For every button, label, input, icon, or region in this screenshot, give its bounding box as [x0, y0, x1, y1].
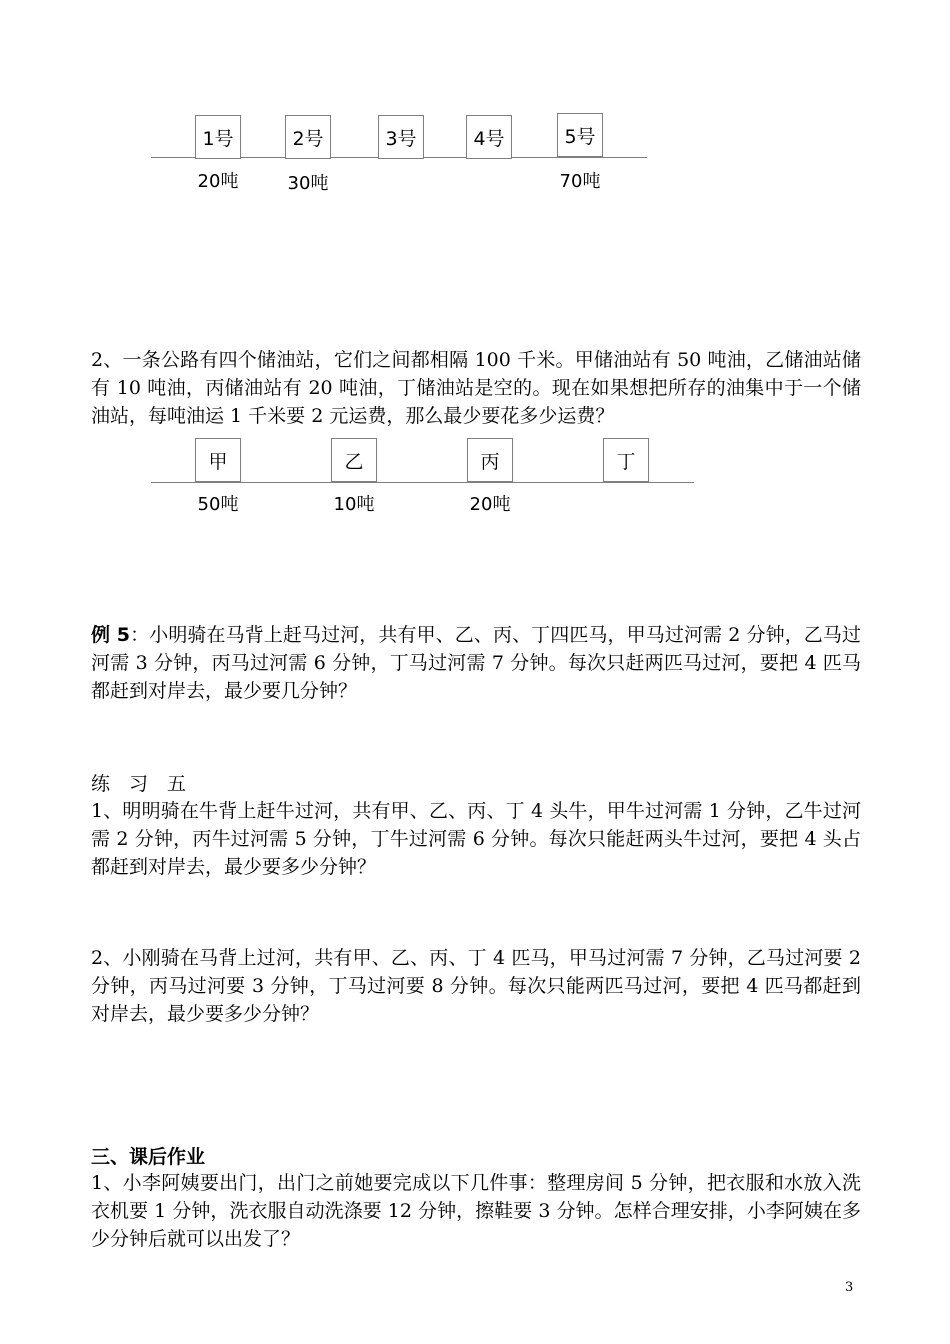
practice-5-title: 练 习 五	[91, 773, 187, 795]
example-5	[91, 621, 861, 705]
station-box-bing: 丙	[467, 438, 513, 482]
question-2-text: 2、一条公路有四个储油站，它们之间都相隔 100 千米。甲储油站有 50 吨油，乙储油站储有 10 吨油，丙储油站有 20 吨油，丁储油站是空的。现在如果想把所存的油集中于一个储油站，每吨油运 1 千米要 2 元运费，那么最少要花多少运费？	[91, 349, 861, 427]
tonnage-label-yi: 10吨	[333, 494, 375, 515]
example-5-label: 例 5	[91, 624, 131, 646]
road-line	[151, 482, 694, 483]
station-box-3: 3号	[378, 115, 424, 159]
tonnage-label-1: 20吨	[197, 171, 239, 192]
practice-5-question-2: 2、小刚骑在马背上过河，共有甲、乙、丙、丁 4 匹马，甲马过河需 7 分钟，乙马过河要 2 分钟，丙马过河要 3 分钟，丁马过河要 8 分钟。每次只能两匹马过河，要把 4 匹马都赶到对岸去，最少要多少分钟？	[91, 947, 861, 1025]
tonnage-label-2: 30吨	[287, 173, 329, 194]
station-box-1: 1号	[195, 115, 241, 159]
tonnage-label-jia: 50吨	[197, 494, 239, 515]
practice-5-question-1: 1、明明骑在牛背上赶牛过河，共有甲、乙、丙、丁 4 头牛，甲牛过河需 1 分钟，乙牛过河需 2 分钟，丙牛过河需 5 分钟，丁牛过河需 6 分钟。每次只能赶两头牛过河，要把 4 头占都赶到对岸去，最少要多少分钟？	[91, 800, 861, 878]
station-box-jia: 甲	[195, 438, 241, 482]
station-box-yi: 乙	[331, 438, 377, 482]
example-5-text: ：小明骑在马背上赶马过河，共有甲、乙、丙、丁四匹马，甲马过河需 2 分钟，乙马过河需 3 分钟，丙马过河需 6 分钟，丁马过河需 7 分钟。每次只赶两匹马过河，要把 4 匹马都赶到对岸去，最少要几分钟？	[91, 624, 861, 702]
tonnage-label-bing: 20吨	[469, 494, 511, 515]
homework-title: 三、课后作业	[91, 1146, 206, 1168]
station-box-ding: 丁	[603, 438, 649, 482]
station-box-2: 2号	[285, 115, 331, 159]
homework-question-1: 1、小李阿姨要出门，出门之前她要完成以下几件事：整理房间 5 分钟，把衣服和水放入洗衣机要 1 分钟，洗衣服自动洗涤要 12 分钟，擦鞋要 3 分钟。怎样合理安排，小李阿姨在多少分钟后就可以出发了？	[91, 1172, 861, 1250]
station-box-4: 4号	[466, 115, 512, 159]
page-number: 3	[845, 1280, 854, 1295]
tonnage-label-5: 70吨	[559, 171, 601, 192]
station-box-5: 5号	[557, 113, 603, 157]
